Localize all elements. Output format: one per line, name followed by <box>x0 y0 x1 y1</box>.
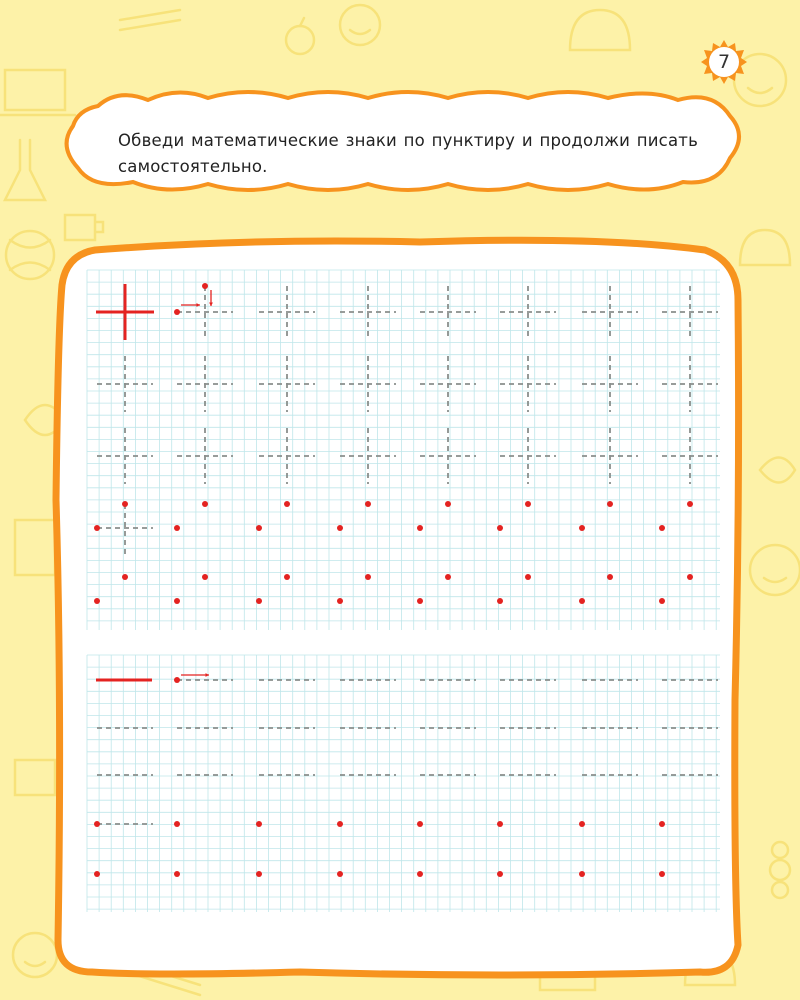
start-dot <box>417 598 423 604</box>
start-dot <box>174 598 180 604</box>
start-dot <box>497 821 503 827</box>
start-dot <box>417 525 423 531</box>
start-dot <box>202 283 208 289</box>
start-dot <box>174 821 180 827</box>
start-dot <box>174 309 180 315</box>
start-dot <box>256 525 262 531</box>
start-dot <box>445 501 451 507</box>
start-dot <box>579 871 585 877</box>
start-dot <box>337 525 343 531</box>
start-dot <box>659 598 665 604</box>
start-dot <box>256 598 262 604</box>
start-dot <box>256 871 262 877</box>
start-dot <box>94 525 100 531</box>
start-dot <box>687 574 693 580</box>
start-dot <box>337 821 343 827</box>
start-dot <box>202 501 208 507</box>
start-dot <box>525 574 531 580</box>
start-dot <box>445 574 451 580</box>
instruction-text: Обведи математические знаки по пунктиру и продолжи писать самостоятельно. <box>118 131 698 176</box>
start-dot <box>579 821 585 827</box>
start-dot <box>659 525 665 531</box>
start-dot <box>607 574 613 580</box>
start-dot <box>94 871 100 877</box>
worksheet-frame <box>56 240 739 975</box>
start-dot <box>607 501 613 507</box>
start-dot <box>579 598 585 604</box>
start-dot <box>94 598 100 604</box>
page-number: 7 <box>717 51 731 73</box>
start-dot <box>174 677 180 683</box>
start-dot <box>497 598 503 604</box>
start-dot <box>365 574 371 580</box>
start-dot <box>417 821 423 827</box>
start-dot <box>284 574 290 580</box>
start-dot <box>659 821 665 827</box>
start-dot <box>687 501 693 507</box>
start-dot <box>284 501 290 507</box>
start-dot <box>256 821 262 827</box>
start-dot <box>94 821 100 827</box>
start-dot <box>417 871 423 877</box>
start-dot <box>174 525 180 531</box>
start-dot <box>497 871 503 877</box>
start-dot <box>365 501 371 507</box>
start-dot <box>337 871 343 877</box>
start-dot <box>122 574 128 580</box>
start-dot <box>659 871 665 877</box>
start-dot <box>579 525 585 531</box>
start-dot <box>525 501 531 507</box>
start-dot <box>202 574 208 580</box>
start-dot <box>174 871 180 877</box>
start-dot <box>122 501 128 507</box>
start-dot <box>337 598 343 604</box>
start-dot <box>497 525 503 531</box>
